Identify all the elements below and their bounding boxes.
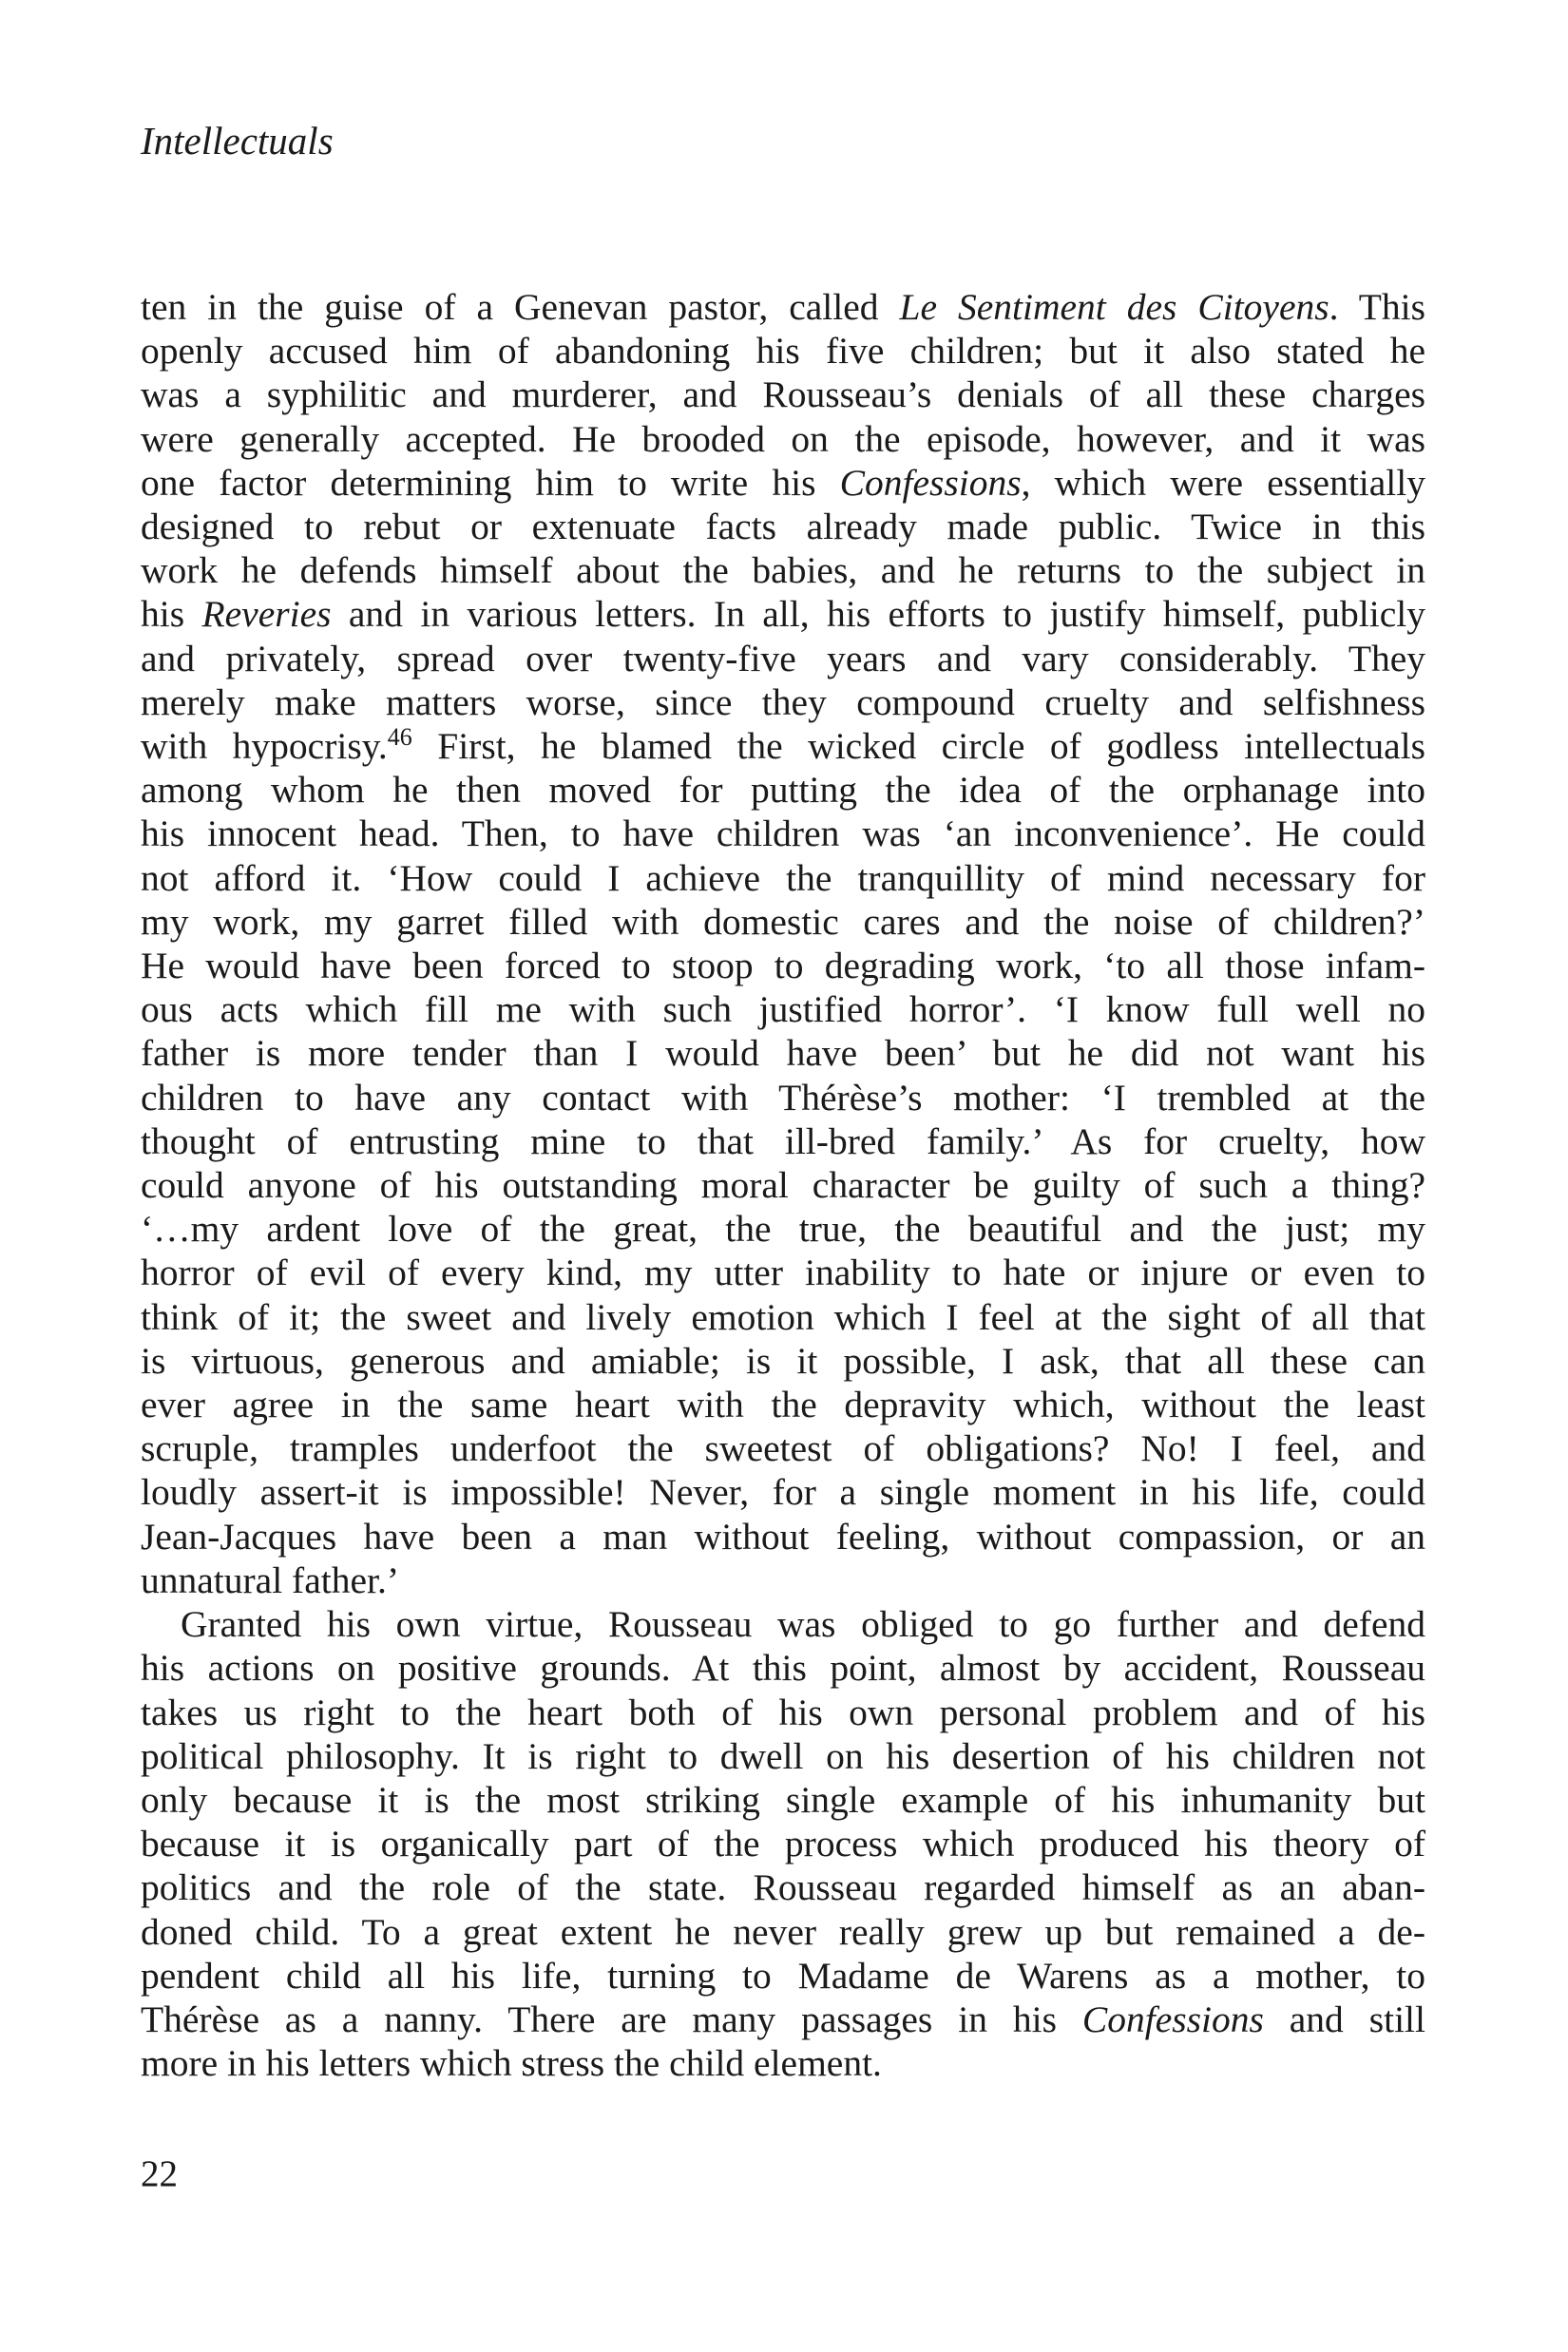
- text-line: his innocent head. Then, to have children was ‘an inconvenience’. He could: [141, 813, 1425, 855]
- text-line: political philosophy. It is right to dwell on his desertion of his children not: [141, 1734, 1425, 1777]
- text-line: more in his letters which stress the child element.: [141, 2042, 882, 2085]
- text-line: ever agree in the same heart with the depravity which, without the least: [141, 1384, 1425, 1426]
- book-title: Reveries: [201, 593, 332, 636]
- running-head: Intellectuals: [141, 119, 334, 163]
- body-text: [141, 285, 1425, 2085]
- text-line: ous acts which fill me with such justified horror’. ‘I know full well no: [141, 988, 1425, 1031]
- text-line: were generally accepted. He brooded on the episode, however, and it was: [141, 417, 1425, 460]
- text-line: his actions on positive grounds. At this point, almost by accident, Rousseau: [141, 1647, 1425, 1690]
- text-line: not afford it. ‘How could I achieve the tranquillity of mind necessary for: [141, 856, 1425, 899]
- text-line: Jean-Jacques have been a man without feeling, without compassion, or an: [141, 1515, 1425, 1558]
- text-line: work he defends himself about the babies, and he returns to the subject in: [141, 549, 1425, 592]
- text-line: scruple, tramples underfoot the sweetest of obligations? No! I feel, and: [141, 1427, 1425, 1470]
- text-line: Granted his own virtue, Rousseau was obliged to go further and defend: [181, 1603, 1425, 1646]
- text-line: was a syphilitic and murderer, and Rousseau’s denials of all these charges: [141, 373, 1425, 416]
- text-line: one factor determining him to write his Confessions, which were essentially: [141, 461, 1425, 504]
- text-line: thought of entrusting mine to that ill-bred family.’ As for cruelty, how: [141, 1119, 1425, 1162]
- book-title: Confessions: [1081, 1998, 1264, 2040]
- text-line: takes us right to the heart both of his own personal problem and of his: [141, 1691, 1425, 1733]
- text-line: and privately, spread over twenty-five years and vary considerably. They: [141, 637, 1425, 679]
- text-line: is virtuous, generous and amiable; is it possible, I ask, that all these can: [141, 1339, 1425, 1382]
- paragraph-1: [141, 285, 1425, 1602]
- text-line: my work, my garret filled with domestic cares and the noise of children?’: [141, 900, 1425, 943]
- paragraph-2: [141, 1602, 1425, 2085]
- text-line: only because it is the most striking single example of his inhumanity but: [141, 1778, 1425, 1821]
- book-title: Confessions: [839, 461, 1022, 504]
- book-title: Le Sentiment des Citoyens: [899, 286, 1329, 328]
- text-line: among whom he then moved for putting the idea of the orphanage into: [141, 769, 1425, 812]
- footnote-reference: 46: [387, 722, 412, 751]
- text-line: his Reveries and in various letters. In all, his efforts to justify himself, publicly: [141, 593, 1425, 636]
- text-line: Thérèse as a nanny. There are many passages in his Confessions and still: [141, 1998, 1425, 2040]
- text-line: think of it; the sweet and lively emotion which I feel at the sight of all that: [141, 1295, 1425, 1338]
- text-line: ten in the guise of a Genevan pastor, called Le Sentiment des Citoyens. This: [141, 286, 1426, 328]
- text-line: politics and the role of the state. Rousseau regarded himself as an aban-: [141, 1866, 1425, 1909]
- text-line: with hypocrisy.$^{46}$ First, he blamed the wicked circle of godless intellectuals: [141, 722, 1425, 768]
- text-line: merely make matters worse, since they compound cruelty and selfishness: [141, 680, 1425, 723]
- text-line: could anyone of his outstanding moral character be guilty of such a thing?: [141, 1164, 1425, 1207]
- text-line: openly accused him of abandoning his five children; but it also stated he: [141, 330, 1425, 373]
- text-line: father is more tender than I would have been’ but he did not want his: [141, 1032, 1425, 1075]
- text-line: loudly assert-it is impossible! Never, for a single moment in his life, could: [141, 1471, 1425, 1514]
- text-line: designed to rebut or extenuate facts already made public. Twice in this: [141, 506, 1425, 548]
- text-line: He would have been forced to stoop to degrading work, ‘to all those infam-: [141, 945, 1425, 987]
- text-line: ‘…my ardent love of the great, the true, the beautiful and the just; my: [141, 1208, 1425, 1251]
- text-line: doned child. To a great extent he never really grew up but remained a de-: [141, 1910, 1425, 1953]
- text-line: horror of evil of every kind, my utter inability to hate or injure or even to: [141, 1252, 1425, 1294]
- text-line: unnatural father.’: [141, 1558, 399, 1601]
- text-line: because it is organically part of the process which produced his theory of: [141, 1823, 1425, 1865]
- text-line: children to have any contact with Thérèse’s mother: ‘I trembled at the: [141, 1076, 1425, 1119]
- page-number: 22: [141, 2153, 178, 2194]
- text-line: pendent child all his life, turning to Madame de Warens as a mother, to: [141, 1954, 1425, 1997]
